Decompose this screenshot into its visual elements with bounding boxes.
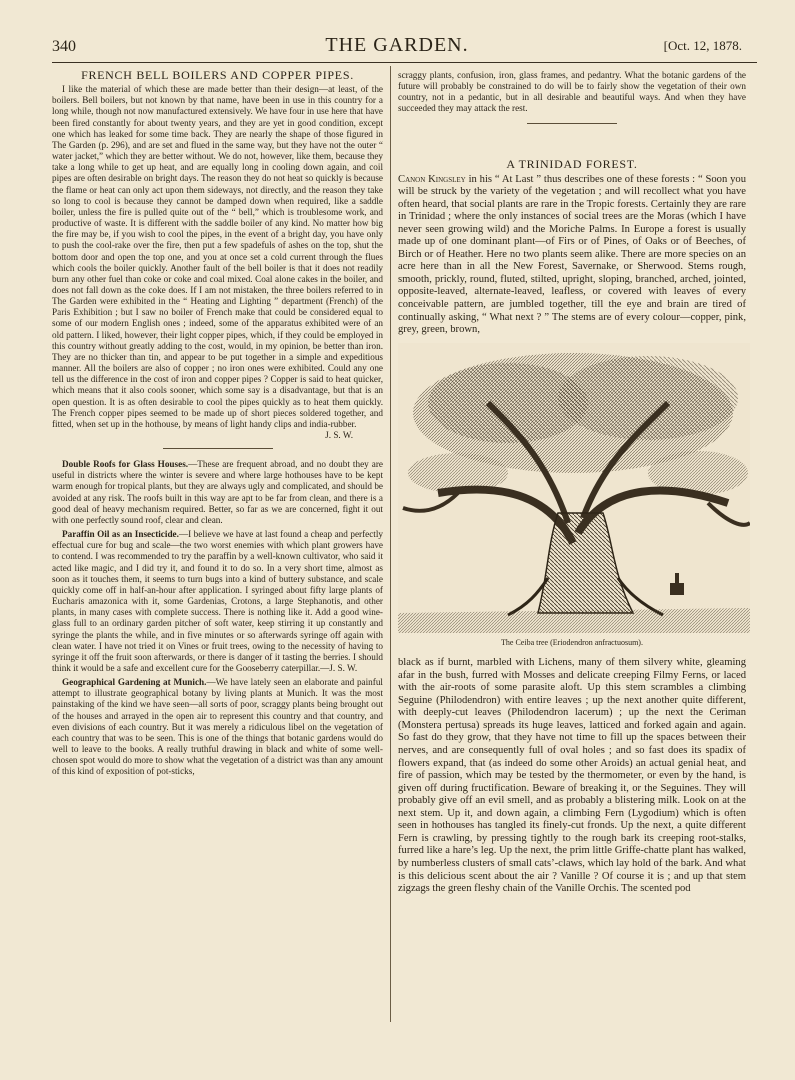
article-title-double-roofs: Double Roofs for Glass Houses. <box>62 459 189 470</box>
article-double-roofs <box>52 459 383 526</box>
article-body-paraffin: —I believe we have at last found a cheap and perfectly effectual cure for bug and scale—the two worst enemies with which plant growers have to contend. I was recommended to try the paraffin by a well-known cultivator, who said it acted like magic, and I did try it, and found it to do so. In a very short time, almost as soon as it touches them, it seems to turn bugs into a kind of buttery substance, and scale quickly come off in half-an-hour after application. I syringed about fifty large plants of Eucharis amazonica with it, some Gardenias, Crotons, a large Stephanotis, and other plants, in many cases with complete success. There is nothing like it. Add a good wine-glass full to an ordinary garden pitcher of soft water, keep stirring it up constantly and syringe the plants the while, and in five minutes or so afterwards syringe off again with clean water. I have not tried it on Vines or fruit trees, owing to the necessity of having to syringe it off the fruit soon afterwards, or there is danger of it tasting the berries. I should think it would be a safe and excellent cure for the Gooseberry caterpillar.—J. S. W. <box>52 529 383 673</box>
ceiba-tree-illustration <box>398 343 750 633</box>
left-column <box>52 70 383 778</box>
article-body-bell-boilers: I like the material of which these are made better than their design—at least, of the boilers. Bell boilers, but not known by that name, have been in use in this country for a long while, though not now manufactured extensively. We have four in use here that have been fired constantly for about twenty years, and they are yet in good condition, except one which has leaked for some time back. They are nearly the shape of those figured in The Garden (p. 296), and are set and flued in the same way, but they have not the outer “ water jacket,” which they are better without. We do not, however, like them, because they take a long while to get up heat, and are equally long in cooling down again, and coil pipes are often desirable on bright days. The reason they do not heat so quickly is because the flame or heat can only act upon them sideways, not directly, and the reason they take so long to cool is because they cannot be damped down when required, like a saddle boiler, unless the fire is pulled quite out of the “ bell,” which is troublesome work, and productive of waste. It is different with the saddle boiler of any kind. No matter how big the fire may be, if you wish to cool the pipes, in the event of a bright day, you have only to push the cool-rake over the fire, then put a few spadefuls of ashes on the top, shut the bottom door and open the top one, and you at once set a cold current through the flues which cools the boiler quickly. Another fault of the bell boiler is that it does not readily burn any other fuel than coke or coke and coal mixed. Coal alone cakes in the boiler, and does not fall down as the coke does. If I am not mistaken, the three boilers referred to in The Garden were exhibited in the “ Heating and Lighting ” department (French) of the Paris Exhibition ; but I saw no boiler of French make that could be considered equal to some of our modern English ones ; indeed, some of the apparatus exhibited were of an old pattern. I liked, however, their light copper pipes, which, if they could be employed in this country without greatly adding to the cost, would, in my opinion, be better than iron. They are no thicker than tin, and appear to be put together in a simple and expeditious manner. All the boilers are also of copper ; no iron ones were exhibited. Could any one tell us the difference in the cost of iron and copper pipes ? Copper is said to heat quicker, which means that it also cools sooner, which some say is a disadvantage, but that is an open question. It is as often desirable to cool the pipes quickly as to heat them quickly. The French copper pipes seemed to be made up of short pieces soldered together, and fitted, when set up in the hothouse, by means of light handy clips and india-rubber. <box>52 84 383 429</box>
column-divider <box>390 66 391 1022</box>
article-body-trinidad: black as if burnt, marbled with Lichens, many of them silvery white, gleaming afar in the bush, furred with Mosses and delicate creeping Filmy Ferns, or laced with the air-roots of some parasite aloft. Up this stem scrambles a climbing Seguine (Philodendron) with entire leaves ; up the next another quite different, with deeply-cut leaves (Philodendron lacerum) ; up the next the Ceriman (Monstera pertusa) spreads its huge leaves, latticed and forked again and again. So fast do they grow, that they have not time to fill up the spaces between their nerves, and are consequently full of oval holes ; and so fast does its spadix of flowers expand, that (as indeed do some other Aroids) an actual genial heat, and fire of passion, which may be tested by the thermometer, or even by the hand, is given off during fructification. Beware of breaking it, or the Seguines. They will probably give off an evil smell, and as probably a blistering milk. Look on at the next stem. Up it, and down again, a climbing Fern (Lygodium) which is often seen in hothouses has tangled its finely-cut fronds. Up the next, a quite different Fern is crawling, by pressing tightly to the rough bark its creeping root-stalks, furred like a hare’s leg. Up the next, the prim little Griffe-chatte plant has walked, by numberless clusters of small cats’-claws, which lay hold of the bark. And what is this delicious scent about the air ? Vanille ? Of course it is ; and up that stem zigzags the green fleshy chain of the Vanille Orchis. The scented pod <box>398 657 746 895</box>
article-title-munich: Geographical Gardening at Munich. <box>62 677 207 688</box>
page-header <box>52 34 742 60</box>
right-column-forest <box>398 158 746 896</box>
intro-text: in his “ At Last ” thus describes one of these forests : “ Soon you will be struck by the variety of the vegetation ; and will recollect what you have often heard, that social plants are rare in the Tropic forests. Certainly they are rare in Trinidad ; where the only instances of social trees are the Moras (which I have never seen growing wild) and the Moriche Palms. In Europe a forest is usually made up of one dominant plant—of Firs or of Pines, of Oaks or of Beeches, of Birch or of Heather. Here no two plants seem alike. There are more species on an acre here than in all the New Forest, Savernake, or Sherwood. Stems rough, smooth, prickly, round, fluted, stilted, upright, sloping, branched, arched, jointed, opposite-leaved, alternate-leaved, leafless, or covered with leaves of every conceivable pattern, are jumbled together, till the eye and brain are tired of continually asking, “ What next ? ” The stems are of every colour—copper, pink, grey, green, brown, <box>398 173 747 336</box>
section-divider <box>163 448 273 449</box>
article-body-double-roofs: —These are frequent abroad, and no doubt they are useful in districts where the winter is severe and where large hothouses have to be kept warm enough for tropical plants, but they are always ugly and complicated, and should be avoided at any risk. The roofs built in this way are apt to be far from clean, and there is a good deal of heavy mechanism required. Better, so far as we are concerned, fight it out with one perfectly sound roof, clear and clean. <box>52 459 383 525</box>
tree-engraving-image <box>398 343 750 633</box>
section-divider <box>527 123 617 124</box>
article-munich <box>52 677 383 777</box>
article-body-munich: —We have lately seen an elaborate and painful attempt to illustrate geographical botany by living plants at Munich. It was the most painstaking of the kind we have seen—all sorts of poor, scraggy plants being brought out of the houses and arrayed in the open air to represent this country and that country, and even divisions of each country. But it was merely a ridiculous libel on the vegetation of each country that was to be seen. This is one of the things that botanic gardens would do well to leave to the books. A really truthful drawing in black and white of some well-chosen spot would do more to show what the vegetation of a district was than any amount of this kind of exposition of pot-sticks, <box>52 677 383 777</box>
article-paraffin <box>52 529 383 674</box>
right-column-top <box>398 70 746 134</box>
article-title-trinidad: A TRINIDAD FOREST. <box>506 157 638 171</box>
page-number: 340 <box>52 38 76 55</box>
publication-title: THE GARDEN. <box>325 34 469 56</box>
issue-date: [Oct. 12, 1878. <box>663 38 742 53</box>
article-title-paraffin: Paraffin Oil as an Insecticide. <box>62 529 179 540</box>
figure-caption: The Ceiba tree (Eriodendron anfractuosum). <box>501 637 643 647</box>
article-title-bell-boilers: FRENCH BELL BOILERS AND COPPER PIPES. <box>81 68 354 82</box>
header-rule <box>52 62 757 63</box>
author-name: Canon Kingsley <box>398 173 466 185</box>
article-intro-trinidad <box>398 174 746 337</box>
signature: J. S. W. <box>325 430 353 440</box>
continuation-text: scraggy plants, confusion, iron, glass frames, and pedantry. What the botanic gardens of the future will probably be constrained to do will be to fairly show the vegetation of their own country, not in a pedantic, but in all desirable and beautiful ways. And when they have succeeded they may attack the rest. <box>398 70 746 114</box>
